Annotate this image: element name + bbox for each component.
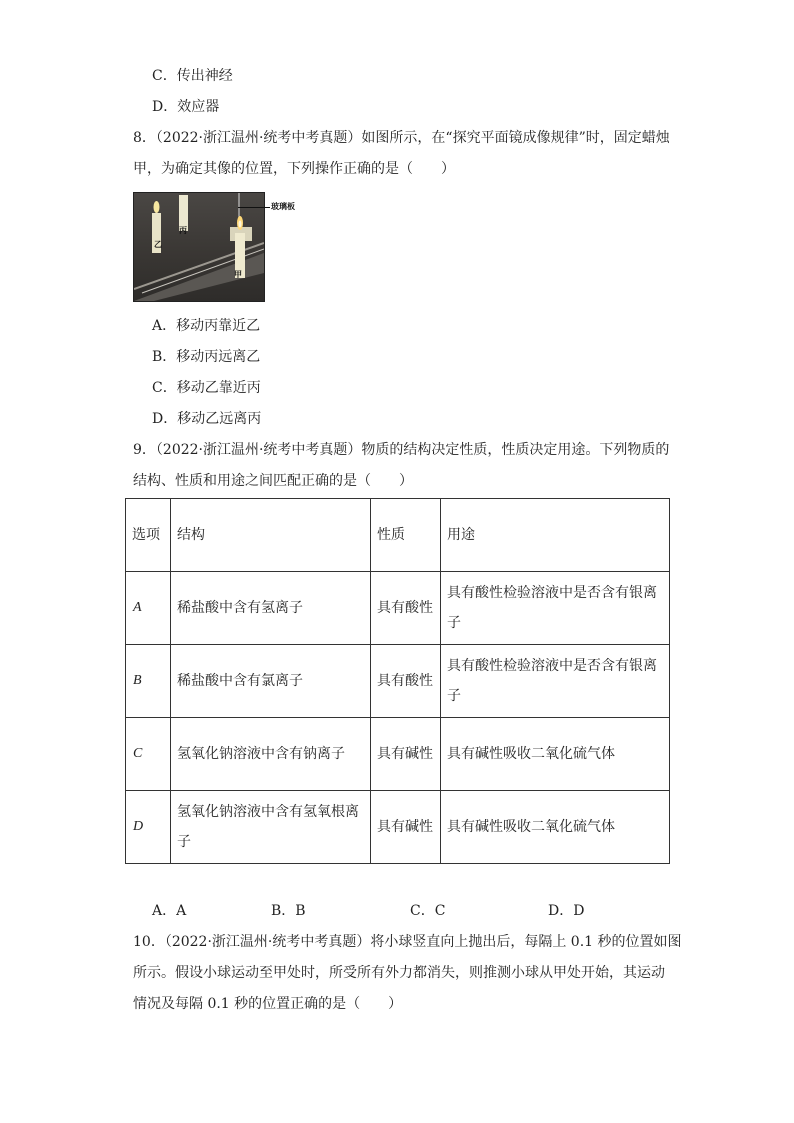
question-9-line1: 9．（2022·浙江温州·统考中考真题）物质的结构决定性质，性质决定用途。下列物质的 — [133, 442, 670, 458]
table-cell-structure: 稀盐酸中含有氯离子 — [171, 645, 371, 718]
table-cell-use: 具有碱性吸收二氧化硫气体 — [441, 791, 670, 864]
candle-mirror-photo — [133, 192, 265, 302]
table-cell-property: 具有碱性 — [371, 718, 441, 791]
table-cell-use: 具有碱性吸收二氧化硫气体 — [441, 718, 670, 791]
label-bing: 丙 — [179, 225, 187, 235]
question-10-line3: 情况及每隔 0.1 秒的位置正确的是（ ） — [133, 996, 403, 1012]
label-jia: 甲 — [234, 269, 242, 279]
option-d-prev: D．效应器 — [152, 99, 220, 115]
table-cell-property: 具有碱性 — [371, 791, 441, 864]
label-yi: 乙 — [154, 239, 162, 249]
table-cell-option: D — [126, 791, 171, 864]
table-cell-property: 具有酸性 — [371, 645, 441, 718]
q8-option-d: D．移动乙远离丙 — [152, 411, 262, 427]
table-cell-option: C — [126, 718, 171, 791]
table-header-cell: 用途 — [441, 499, 670, 572]
option-c-prev: C．传出神经 — [152, 68, 233, 84]
q9-table — [125, 498, 670, 864]
question-10-line2: 所示。假设小球运动至甲处时，所受所有外力都消失，则推测小球从甲处开始，其运动 — [133, 965, 665, 981]
table-cell-property: 具有酸性 — [371, 572, 441, 645]
callout-line — [238, 207, 270, 208]
table-header-row — [126, 499, 670, 572]
q8-option-a: A．移动丙靠近乙 — [152, 318, 261, 334]
q9-answer-b: B．B — [271, 903, 306, 919]
q9-answer-a: A．A — [152, 903, 187, 919]
question-10-line1: 10．（2022·浙江温州·统考中考真题）将小球竖直向上抛出后，每隔上 0.1 秒的位置如图 — [133, 934, 682, 950]
q8-option-c: C．移动乙靠近丙 — [152, 380, 261, 396]
table-cell-structure: 氢氧化钠溶液中含有氢氧根离子 — [171, 791, 371, 864]
table-cell-option: A — [126, 572, 171, 645]
table-cell-use: 具有酸性检验溶液中是否含有银离子 — [441, 572, 670, 645]
table-row — [126, 791, 670, 864]
q9-answer-c: C．C — [410, 903, 446, 919]
table-header-cell: 性质 — [371, 499, 441, 572]
table-header-cell: 结构 — [171, 499, 371, 572]
table-cell-structure: 稀盐酸中含有氢离子 — [171, 572, 371, 645]
q9-answer-d: D．D — [548, 903, 585, 919]
q8-option-b: B．移动丙远离乙 — [152, 349, 261, 365]
table-cell-use: 具有酸性检验溶液中是否含有银离子 — [441, 645, 670, 718]
question-8-line1: 8．（2022·浙江温州·统考中考真题）如图所示，在“探究平面镜成像规律”时，固定蜡烛 — [133, 130, 670, 146]
question-9-line2: 结构、性质和用途之间匹配正确的是（ ） — [133, 473, 413, 489]
table-cell-option: B — [126, 645, 171, 718]
table-row — [126, 718, 670, 791]
table-cell-structure: 氢氧化钠溶液中含有钠离子 — [171, 718, 371, 791]
table-row — [126, 645, 670, 718]
table-row — [126, 572, 670, 645]
question-8-line2: 甲，为确定其像的位置，下列操作正确的是（ ） — [133, 161, 455, 177]
table-header-cell: 选项 — [126, 499, 171, 572]
label-glass-plate: 玻璃板 — [271, 201, 295, 211]
